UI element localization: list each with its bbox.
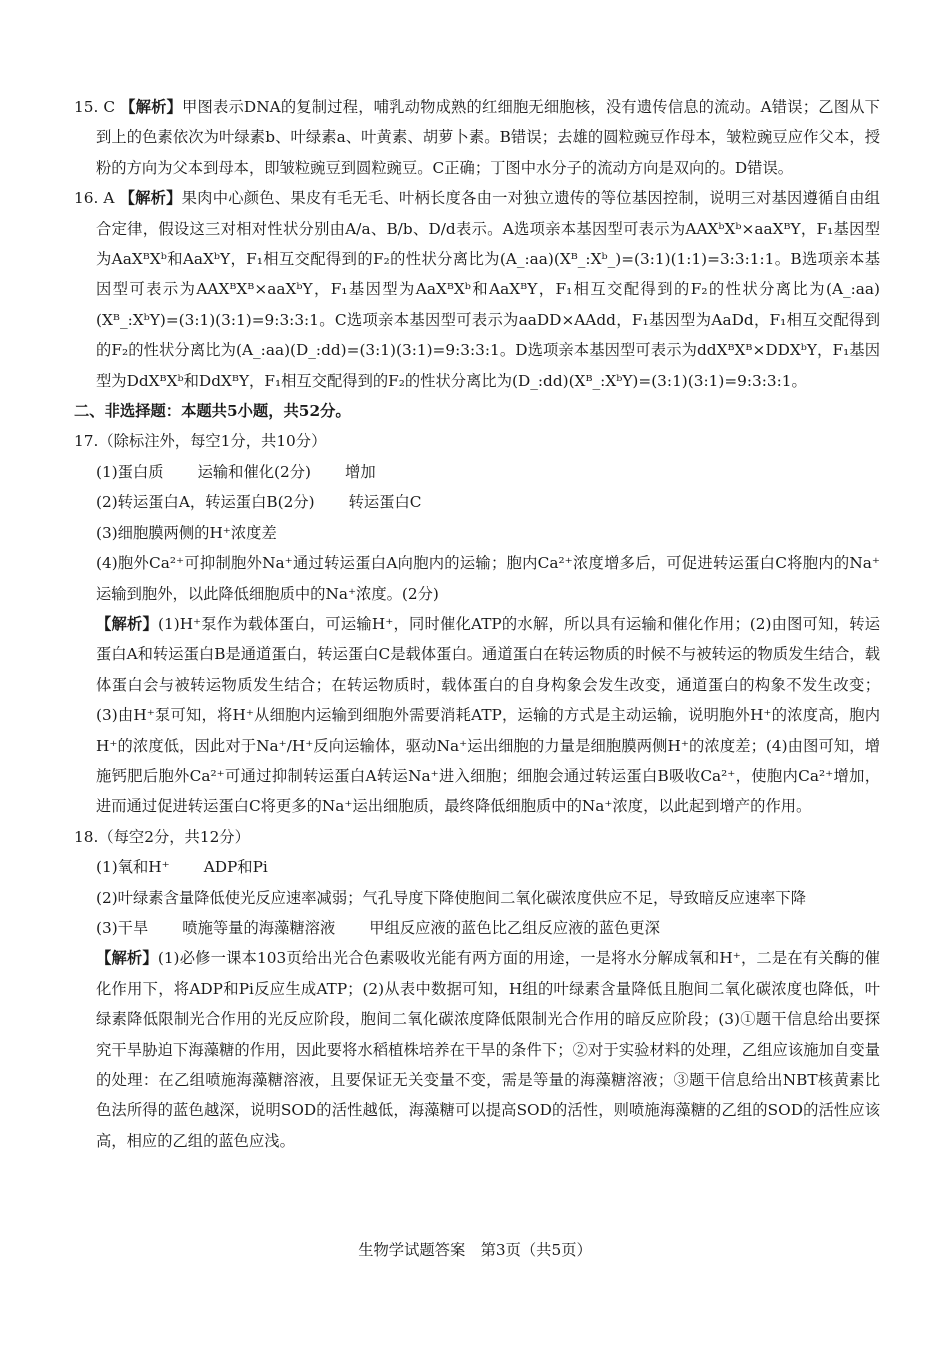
q18-answer-1 (74, 852, 880, 882)
q18-a1-part1: (1)氧和H⁺ (96, 858, 170, 877)
q17-a2-part1: (2)转运蛋白A，转运蛋白B(2分) (96, 493, 315, 512)
q17-analysis-text: (1)H⁺泵作为载体蛋白，可运输H⁺，同时催化ATP的水解，所以具有运输和催化作用；(2)由图可知，转运蛋白A和转运蛋白B是通道蛋白，转运蛋白C是载体蛋白。通道蛋白在转运物质的时候不与被转运的物质发生结合，载体蛋白会与被转运物质发生结合；在转运物质时，载体蛋白的自身构象会发生改变，通道蛋白的构象不发生改变；(3)由H⁺泵可知，将H⁺从细胞内运输到细胞外需要消耗ATP，运输的方式是主动运输，说明胞外H⁺的浓度高，胞内H⁺的浓度低，因此对于Na⁺/H⁺反向运输体，驱动Na⁺运出细胞的力量是细胞膜两侧H⁺的浓度差；(4)由图可知，增施钙肥后胞外Ca²⁺可通过抑制转运蛋白A转运Na⁺进入细胞；细胞会通过转运蛋白B吸收Ca²⁺，使胞内Ca²⁺增加，进而通过促进转运蛋白C将更多的Na⁺运出细胞质，最终降低细胞质中的Na⁺浓度，以此起到增产的作用。 (96, 614, 880, 816)
q15-analysis-tag: 【解析】 (120, 98, 183, 116)
q17-a1-part2: 运输和催化(2分) (197, 462, 312, 481)
q15-answer (74, 92, 880, 183)
q18-analysis-text: (1)必修一课本103页给出光合色素吸收光能有两方面的用途，一是将水分解成氧和H⁺，二是在有关酶的催化作用下，将ADP和Pi反应生成ATP；(2)从表中数据可知，H组的叶绿素含量降低且胞间二氧化碳浓度也降低，叶绿素降低限制光合作用的光反应阶段，胞间二氧化碳浓度降低限制光合作用的暗反应阶段；(3)①题干信息给出要探究干旱胁迫下海藻糖的作用，因此要将水稻植株培养在干旱的条件下；②对于实验材料的处理，乙组应该施加自变量的处理：在乙组喷施海藻糖溶液，且要保证无关变量不变，需是等量的海藻糖溶液；③题干信息给出NBT核黄素比色法所得的蓝色越深，说明SOD的活性越低，海藻糖可以提高SOD的活性，则喷施海藻糖的乙组的SOD的活性应该高，相应的乙组的蓝色应浅。 (96, 949, 880, 1150)
q17-analysis-tag: 【解析】 (96, 614, 159, 633)
section-heading: 二、非选择题：本题共5小题，共52分。 (74, 402, 351, 421)
page-footer: 生物学试题答案 第3页（共5页） (358, 1241, 592, 1259)
q17-answer-4: (4)胞外Ca²⁺可抑制胞外Na⁺通过转运蛋白A向胞内的运输；胞内Ca²⁺浓度增多后，可促进转运蛋白C将胞内的Na⁺运输到胞外，以此降低细胞质中的Na⁺浓度。(2分) (96, 554, 880, 603)
q17-answer-3: (3)细胞膜两侧的H⁺浓度差 (96, 523, 277, 542)
answer-content (74, 92, 880, 1156)
q17-header: 17.（除标注外，每空1分，共10分） (74, 432, 327, 451)
q15-analysis-text: 甲图表示DNA的复制过程，哺乳动物成熟的红细胞无细胞核，没有遗传信息的流动。A错误；乙图从下到上的色素依次为叶绿素b、叶绿素a、叶黄素、胡萝卜素。B错误；去雄的圆粒豌豆作母本，皱粒豌豆应作父本，授粉的方向为父本到母本，即皱粒豌豆到圆粒豌豆。C正确；丁图中水分子的流动方向是双向的。D错误。 (96, 98, 880, 177)
q16-answer (74, 183, 880, 396)
q18-answer-3 (74, 913, 880, 943)
q17-a1-part3: 增加 (345, 462, 376, 481)
q17-analysis (74, 609, 880, 822)
q18-a3-part3: 甲组反应液的蓝色比乙组反应液的蓝色更深 (369, 918, 660, 937)
q18-header: 18.（每空2分，共12分） (74, 827, 250, 846)
q18-a1-part2: ADP和Pi (203, 858, 268, 877)
q16-number: 16. A (74, 189, 115, 208)
q17-a2-part2: 转运蛋白C (348, 493, 422, 512)
q18-analysis (74, 943, 880, 1156)
q17-answer-1 (74, 457, 880, 487)
q17-a1-part1: (1)蛋白质 (96, 462, 164, 481)
q15-number: 15. C (74, 98, 116, 116)
q18-a3-part2: 喷施等量的海藻糖溶液 (182, 918, 336, 937)
q18-a3-part1: (3)干旱 (96, 918, 149, 937)
q18-answer-2: (2)叶绿素含量降低使光反应速率减弱；气孔导度下降使胞间二氧化碳浓度供应不足，导致暗反应速率下降 (96, 888, 807, 907)
q17-answer-2 (74, 487, 880, 517)
q16-analysis-tag: 【解析】 (119, 189, 182, 208)
q16-analysis-text: 果肉中心颜色、果皮有毛无毛、叶柄长度各由一对独立遗传的等位基因控制，说明三对基因遵循自由组合定律，假设这三对相对性状分别由A/a、B/b、D/d表示。A选项亲本基因型可表示为AAXᵇXᵇ×aaXᴮY，F₁基因型为AaXᴮXᵇ和AaXᵇY，F₁相互交配得到的F₂的性状分离比为(A_:aa)(Xᴮ_:Xᵇ_)=(3:1)(1:1)=3:3:1:1。B选项亲本基因型可表示为AAXᴮXᴮ×aaXᵇY，F₁基因型为AaXᴮXᵇ和AaXᴮY，F₁相互交配得到的F₂的性状分离比为(A_:aa)(Xᴮ_:XᵇY)=(3:1)(3:1)=9:3:3:1。C选项亲本基因型可表示为aaDD×AAdd，F₁基因型为AaDd，F₁相互交配得到的F₂的性状分离比为(A_:aa)(D_:dd)=(3:1)(3:1)=9:3:3:1。D选项亲本基因型可表示为ddXᴮXᴮ×DDXᵇY，F₁基因型为DdXᴮXᵇ和DdXᴮY，F₁相互交配得到的F₂的性状分离比为(D_:dd)(Xᴮ_:XᵇY)=(3:1)(3:1)=9:3:3:1。 (96, 189, 880, 390)
q18-analysis-tag: 【解析】 (96, 949, 158, 968)
